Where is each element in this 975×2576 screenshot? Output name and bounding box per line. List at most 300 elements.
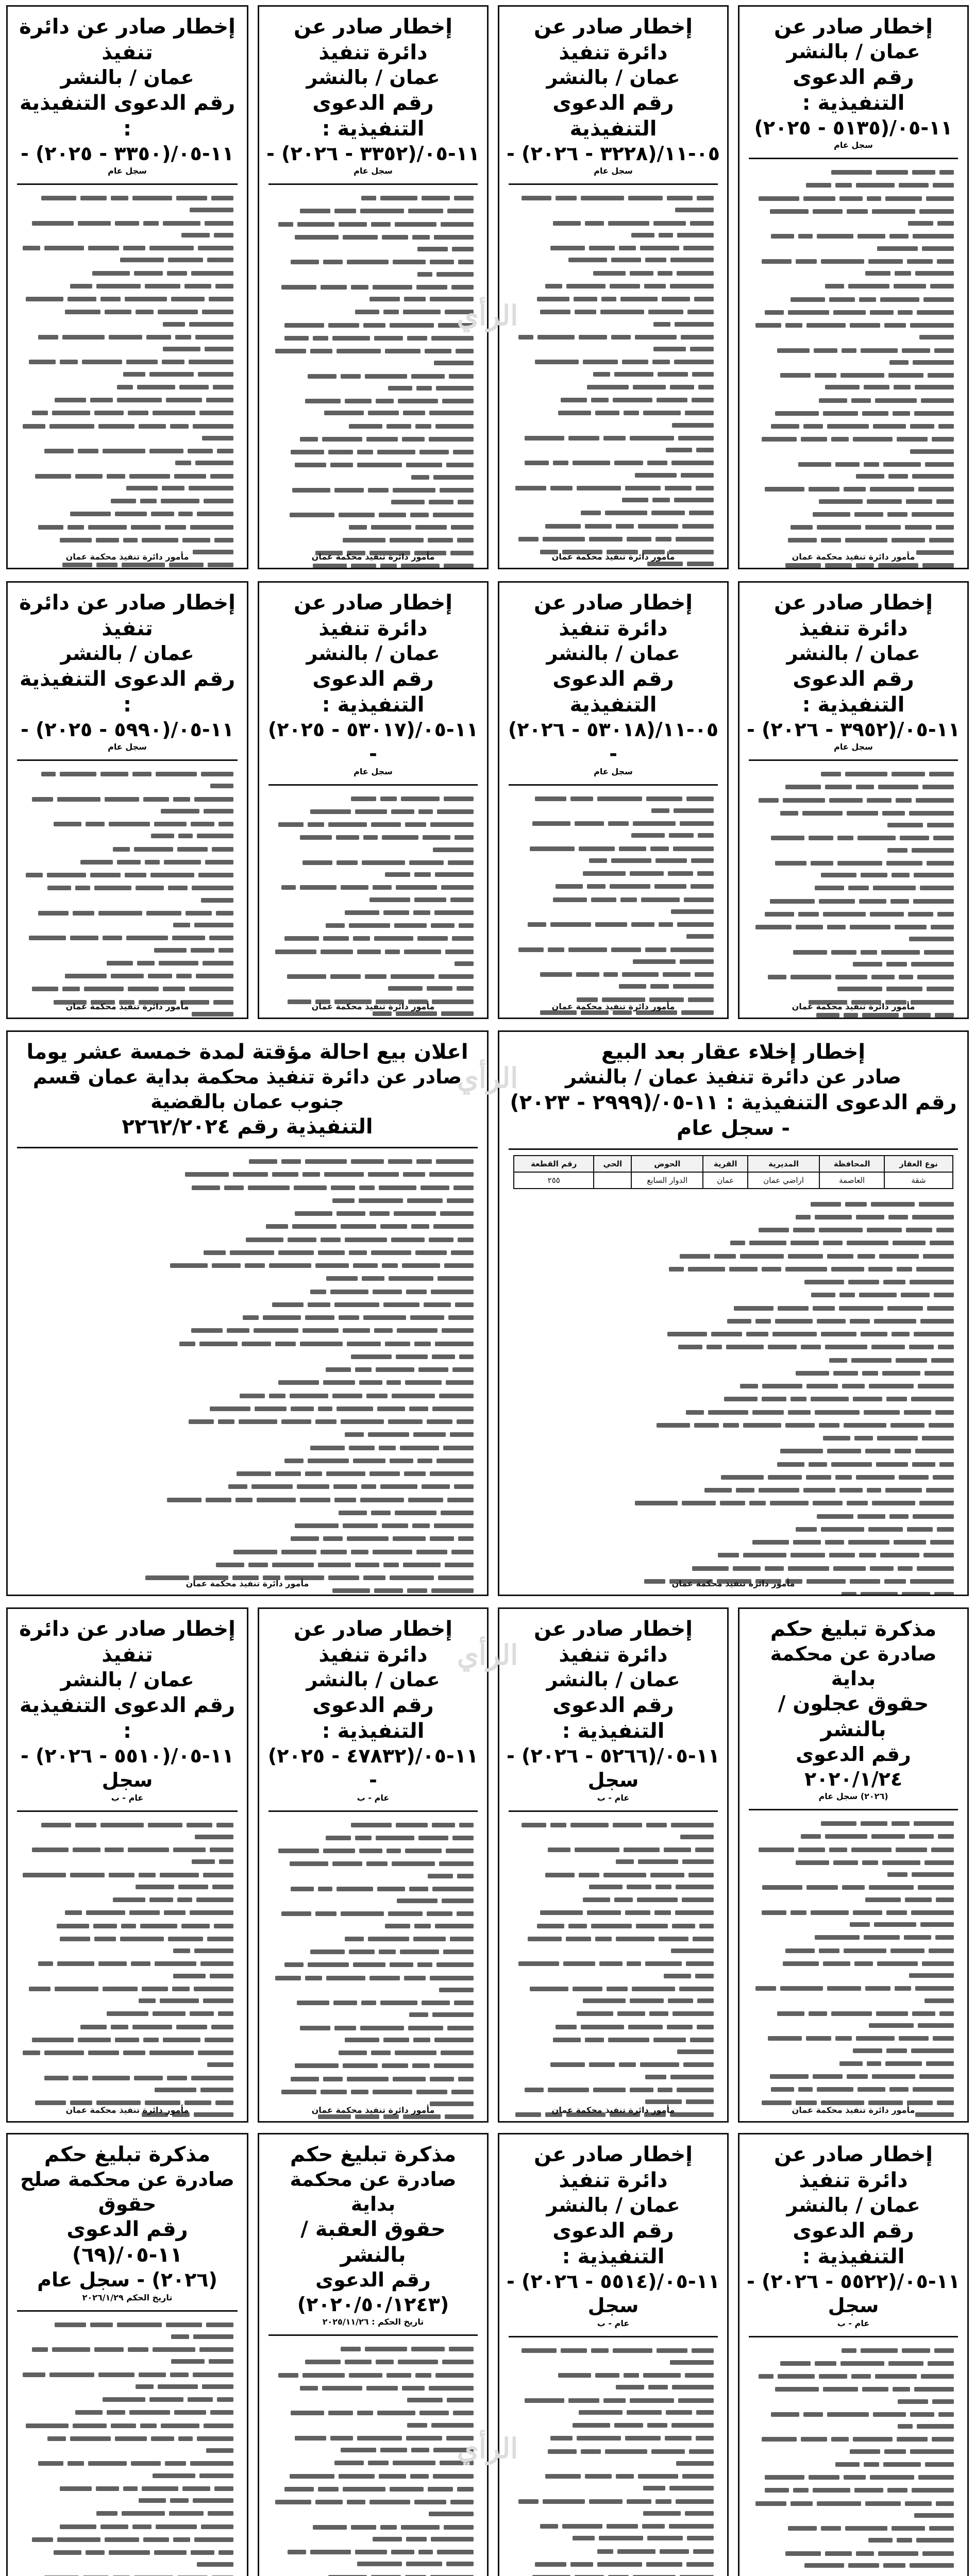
small-print-line xyxy=(751,2459,956,2470)
table-header: المحافظة xyxy=(819,1156,884,1172)
small-print-line xyxy=(19,331,236,355)
small-print-line xyxy=(511,944,716,968)
notice-body-small-print xyxy=(499,1815,727,2123)
small-print-line xyxy=(271,332,476,344)
small-print-line xyxy=(511,1367,956,1379)
notice-body-small-print xyxy=(499,2341,727,2576)
small-print-line xyxy=(19,445,236,469)
small-print-line xyxy=(19,495,236,507)
small-print-line xyxy=(19,306,236,330)
notice-body-small-print xyxy=(8,1815,247,2123)
small-print-line xyxy=(751,895,956,907)
small-print-line xyxy=(751,307,956,318)
small-print-line xyxy=(751,369,956,394)
small-print-line xyxy=(511,1549,956,1561)
small-print-line xyxy=(19,1416,476,1428)
small-print-line xyxy=(751,2058,956,2070)
small-print-line xyxy=(19,1933,236,1957)
divider xyxy=(509,183,718,185)
notice-title-line: سجل عام xyxy=(108,742,147,752)
notice-title-line: رقم الدعوى (٢٠٢٠/٥٠/١٢٤٣) xyxy=(297,2268,449,2316)
small-print-line xyxy=(19,2572,236,2576)
auction-notice xyxy=(6,1030,489,1596)
notice-title-line: حقوق عجلون / بالنشر xyxy=(778,1692,929,1741)
small-print-line xyxy=(19,1168,476,1180)
notice-header xyxy=(499,7,727,180)
notice-title-line: سجل عام xyxy=(594,766,633,776)
small-print-line xyxy=(19,957,236,969)
notice-14 xyxy=(498,2133,729,2576)
small-print-line xyxy=(511,520,716,532)
small-print-line xyxy=(271,420,476,432)
small-print-line xyxy=(511,2432,716,2444)
small-print-line xyxy=(19,907,236,931)
small-print-line xyxy=(511,407,716,431)
small-print-line xyxy=(271,832,476,856)
small-print-line xyxy=(511,1907,716,1919)
notice-title-line: إخطار صادر عن xyxy=(774,15,933,39)
small-print-line xyxy=(511,1354,956,1366)
notice-title-line: عمان / بالنشر xyxy=(786,642,920,665)
small-print-line xyxy=(511,217,716,242)
notice-header xyxy=(499,1032,967,1145)
notice-4 xyxy=(6,5,248,569)
divider xyxy=(749,158,958,159)
small-print-line xyxy=(19,1844,236,1868)
small-print-line xyxy=(271,2382,476,2406)
small-print-line xyxy=(751,294,956,306)
small-print-line xyxy=(751,2498,956,2522)
notice-title-line: عام - ب xyxy=(597,1792,630,1803)
notice-title-line: عمان / بالنشر xyxy=(60,642,194,665)
small-print-line xyxy=(19,521,236,533)
small-print-line xyxy=(751,420,956,432)
small-print-line xyxy=(511,2008,716,2020)
small-print-line xyxy=(271,819,476,831)
small-print-line xyxy=(511,1983,716,2007)
small-print-line xyxy=(271,1933,476,1945)
small-print-line xyxy=(751,1945,956,1957)
small-print-line xyxy=(511,267,716,279)
small-print-line xyxy=(511,1958,716,1982)
small-print-line xyxy=(19,192,236,216)
small-print-line xyxy=(751,2370,956,2382)
notice-title-line: اعلان بيع احالة مؤقتة لمدة خمسة عشر يوما xyxy=(26,1040,468,1064)
notice-title-line: عمان / بالنشر xyxy=(306,642,440,665)
small-print-line xyxy=(271,2060,476,2072)
table-cell: شقة xyxy=(884,1172,953,1189)
divider xyxy=(268,784,478,786)
small-print-line xyxy=(271,857,476,881)
small-print-line xyxy=(751,2383,956,2408)
notice-header xyxy=(499,583,727,781)
small-print-line xyxy=(271,2483,476,2495)
small-print-line xyxy=(19,1286,476,1298)
small-print-line xyxy=(511,1211,956,1223)
table-header: الحوض xyxy=(631,1156,703,1172)
small-print-line xyxy=(511,1406,956,1418)
small-print-line xyxy=(19,2547,236,2571)
small-print-line xyxy=(511,1341,956,1353)
notice-title-line: رقم الدعوى التنفيذية : ١١-٠٥/(٢٩٩٩ - ٢٠٢٣) - سجل عام xyxy=(510,1090,957,1140)
notice-title-line: سجل عام xyxy=(834,140,873,150)
small-print-line xyxy=(19,2034,236,2046)
notice-title-line: إخطار صادر عن دائرة تنفيذ xyxy=(534,1617,693,1667)
notice-5 xyxy=(738,581,969,1019)
property-table xyxy=(513,1155,953,1189)
notice-title-line: إخطار صادر عن دائرة تنفيذ xyxy=(534,15,693,64)
small-print-line xyxy=(271,907,476,919)
small-print-line xyxy=(511,2558,716,2570)
small-print-line xyxy=(19,1958,236,1982)
notice-title-line: رقم الدعوى التنفيذية : xyxy=(552,2218,674,2268)
small-print-line xyxy=(19,1390,476,1402)
small-print-line xyxy=(511,1237,956,1249)
notice-title-line: رقم الدعوى التنفيذية : xyxy=(552,1693,674,1743)
notice-header xyxy=(259,7,487,180)
small-print-line xyxy=(19,1338,476,1350)
notice-body-small-print xyxy=(739,2341,967,2576)
notice-title-line: ١١-٠٥/(٥٥٢٢ - ٢٠٢٦) - سجل xyxy=(747,2269,960,2317)
notice-title-line: ١١-٠٥/(٥٢٦٦ - ٢٠٢٦) - سجل xyxy=(507,1744,720,1791)
small-print-line xyxy=(511,2021,716,2033)
small-print-line xyxy=(19,1364,476,1376)
notice-header xyxy=(259,2134,487,2331)
small-print-line xyxy=(271,281,476,306)
notice-title-line: صادرة عن محكمة صلح حقوق xyxy=(20,2168,234,2215)
small-print-line xyxy=(19,983,236,995)
notice-body-small-print xyxy=(739,1814,967,2123)
signature-line: مأمور دائرة تنفيذ محكمة عمان xyxy=(65,552,189,562)
small-print-line xyxy=(511,1920,716,1932)
notice-header xyxy=(499,2134,727,2333)
small-print-line xyxy=(19,2008,236,2020)
small-print-line xyxy=(751,1818,956,1829)
small-print-line xyxy=(19,2394,236,2405)
table-cell: الدوار السابع xyxy=(631,1172,703,1189)
notice-title-line: حقوق العقبة / بالنشر xyxy=(300,2217,446,2267)
notice-title-line: ١١-٠٥/(٣٣٥٠ - ٢٠٢٥) - xyxy=(21,142,234,165)
small-print-line xyxy=(19,843,236,855)
notice-title-line: عمان / بالنشر xyxy=(306,1668,440,1691)
small-print-line xyxy=(19,970,236,982)
notice-header xyxy=(8,1032,487,1144)
small-print-line xyxy=(511,1894,716,1906)
small-print-line xyxy=(19,1819,236,1843)
small-print-line xyxy=(19,932,236,956)
small-print-line xyxy=(271,459,476,483)
signature-line: مأمور دائرة تنفيذ محكمة عمان xyxy=(311,1002,435,1011)
notice-title-line: إخطار صادر عن دائرة تنفيذ xyxy=(19,591,236,640)
notice-header xyxy=(8,583,247,756)
small-print-line xyxy=(511,1484,956,1496)
small-print-line xyxy=(511,2571,716,2576)
small-print-line xyxy=(511,1276,956,1288)
notice-title-line: ١١-٠٥/(٥١٣٥ - ٢٠٢٥) xyxy=(754,116,953,139)
table-cell: ٢٥٥ xyxy=(514,1172,594,1189)
small-print-line xyxy=(511,381,716,393)
small-print-line xyxy=(271,509,476,533)
small-print-line xyxy=(19,1377,476,1388)
notice-title-line: سجل عام xyxy=(594,166,633,176)
notice-header xyxy=(499,1609,727,1807)
notice-title-line: تاريخ الحكم : ٢٠٢٥/١١/٢٦ xyxy=(322,2317,424,2327)
table-cell xyxy=(594,1172,631,1189)
small-print-line xyxy=(19,420,236,445)
small-print-line xyxy=(271,1845,476,1857)
small-print-line xyxy=(751,2522,956,2547)
small-print-line xyxy=(19,242,236,266)
notice-title-line: رقم الدعوى التنفيذية : xyxy=(793,65,914,115)
small-print-line xyxy=(511,818,716,842)
divider xyxy=(268,1810,478,1812)
notice-title-line: ٠٥-١١/(٣٢٢٨ - ٢٠٢٦) - xyxy=(507,142,720,165)
small-print-line xyxy=(511,1563,956,1574)
small-print-line xyxy=(19,2344,236,2368)
small-print-line xyxy=(511,306,716,330)
small-print-line xyxy=(511,1511,956,1522)
small-print-line xyxy=(271,971,476,995)
small-print-line xyxy=(271,2073,476,2085)
divider xyxy=(17,1147,478,1148)
small-print-line xyxy=(511,2446,716,2470)
small-print-line xyxy=(511,1263,956,1275)
small-print-line xyxy=(271,446,476,458)
small-print-line xyxy=(751,509,956,520)
notice-header xyxy=(739,1609,967,1806)
small-print-line xyxy=(19,1273,476,1284)
notice-title-line: رقم الدعوى التنفيذية : xyxy=(19,667,236,717)
signature-line: مأمور دائرة تنفيذ محكمة عمان xyxy=(792,2105,915,2115)
small-print-line xyxy=(751,908,956,920)
notice-header xyxy=(8,2134,247,2307)
small-print-line xyxy=(19,2047,236,2071)
small-print-line xyxy=(19,2319,236,2343)
small-print-line xyxy=(19,1455,476,1467)
small-print-line xyxy=(511,533,716,545)
divider xyxy=(749,2336,958,2337)
small-print-line xyxy=(751,2345,956,2357)
notice-13 xyxy=(738,2133,969,2576)
notice-title-line: إخطار صادر عن دائرة تنفيذ xyxy=(294,591,452,640)
small-print-line xyxy=(751,1882,956,1906)
divider xyxy=(509,1148,958,1150)
small-print-line xyxy=(751,2484,956,2496)
notice-header xyxy=(739,2134,967,2333)
small-print-line xyxy=(271,205,476,217)
small-print-line xyxy=(511,1302,956,1314)
small-print-line xyxy=(751,1831,956,1842)
small-print-line xyxy=(751,280,956,292)
small-print-line xyxy=(19,267,236,279)
small-print-line xyxy=(19,1983,236,2007)
notice-title-line: ٠٥-١١/(٥٣٠١٨ - ٢٠٢٦) - xyxy=(508,718,719,765)
notice-title-line: رقم الدعوى التنفيذية : xyxy=(312,91,434,141)
watermark: الرأي xyxy=(457,1638,518,1671)
small-print-line xyxy=(511,394,716,406)
table-header: رقم القطعة xyxy=(514,1156,594,1172)
table-header: المديرية xyxy=(748,1156,819,1172)
notice-title-line: سجل عام xyxy=(108,166,147,176)
notice-10 xyxy=(498,1607,729,2123)
small-print-line xyxy=(751,521,956,533)
small-print-line xyxy=(271,793,476,805)
notice-title-line: ١١-٠٥/(٣٩٥٢ - ٢٠٢٦) - xyxy=(747,718,960,741)
small-print-line xyxy=(751,2032,956,2057)
small-print-line xyxy=(19,1403,476,1415)
small-print-line xyxy=(19,818,236,842)
notice-body-small-print xyxy=(8,188,247,569)
table-row xyxy=(514,1172,953,1189)
small-print-line xyxy=(19,1325,476,1336)
small-print-line xyxy=(751,179,956,191)
small-print-line xyxy=(511,2084,716,2108)
notice-title-line: عمان / بالنشر xyxy=(60,1668,194,1691)
notice-title-line: تاريخ الحكم ٢٠٢٦/١/٢٩ xyxy=(82,2292,173,2302)
small-print-line xyxy=(271,2521,476,2546)
small-print-line xyxy=(19,1208,476,1219)
notice-title-line: إخطار صادر عن دائرة تنفيذ xyxy=(19,15,236,64)
small-print-line xyxy=(751,433,956,457)
small-print-line xyxy=(751,2358,956,2369)
small-print-line xyxy=(511,2419,716,2431)
small-print-line xyxy=(511,1419,956,1431)
signature-line: مأمور دائرة تنفيذ محكمة عمان xyxy=(311,2105,435,2115)
small-print-line xyxy=(271,484,476,509)
small-print-line xyxy=(511,2496,716,2520)
small-print-line xyxy=(751,2071,956,2082)
small-print-line xyxy=(19,1468,476,1480)
notice-11 xyxy=(258,1607,489,2123)
small-print-line xyxy=(19,1247,476,1259)
small-print-line xyxy=(271,192,476,204)
notice-body-small-print xyxy=(499,789,727,1020)
small-print-line xyxy=(751,483,956,507)
notice-title-line: رقم الدعوى التنفيذية xyxy=(552,91,674,141)
notice-title-line: ١١-٠٥/(٥٩٩٠ - ٢٠٢٥) - xyxy=(21,718,234,741)
small-print-line xyxy=(19,470,236,495)
small-print-line xyxy=(271,806,476,818)
small-print-line xyxy=(19,280,236,292)
small-print-line xyxy=(511,457,716,481)
notice-title-line: ١١-٠٥/(٥٥١٤ - ٢٠٢٦) - سجل xyxy=(507,2269,720,2317)
small-print-line xyxy=(511,1224,956,1236)
notice-title-line: سجل عام xyxy=(354,766,393,776)
small-print-line xyxy=(271,2369,476,2381)
notice-body-small-print xyxy=(739,162,967,569)
small-print-line xyxy=(19,1546,476,1558)
small-print-line xyxy=(511,843,716,867)
notice-title-line: إخطار صادر عن دائرة تنفيذ xyxy=(774,2143,933,2192)
notice-title-line: ١١-٠٥/(٤٧٨٣٢ - ٢٠٢٥) - xyxy=(267,1744,479,1791)
small-print-line xyxy=(751,1907,956,1931)
notice-title-line: رقم الدعوى التنفيذية : xyxy=(19,1693,236,1743)
notice-body-small-print xyxy=(499,188,727,569)
small-print-line xyxy=(751,882,956,894)
notice-title-line: صادرة عن محكمة بداية xyxy=(290,2168,457,2215)
small-print-line xyxy=(511,2470,716,2495)
watermark: الرأي xyxy=(457,2432,518,2465)
small-print-line xyxy=(271,1908,476,1932)
small-print-line xyxy=(751,166,956,178)
small-print-line xyxy=(511,880,716,892)
notice-header xyxy=(8,7,247,180)
small-print-line xyxy=(511,2059,716,2083)
small-print-line xyxy=(511,242,716,266)
small-print-line xyxy=(751,1844,956,1856)
small-print-line xyxy=(271,1883,476,1907)
small-print-line xyxy=(511,2395,716,2419)
small-print-line xyxy=(271,2457,476,2469)
small-print-line xyxy=(511,1497,956,1509)
small-print-line xyxy=(271,256,476,280)
small-print-line xyxy=(511,1459,956,1470)
small-print-line xyxy=(511,1432,956,1444)
small-print-line xyxy=(271,2356,476,2368)
notice-16 xyxy=(6,2133,248,2576)
notice-title-line: رقم الدعوى التنفيذية : xyxy=(312,667,434,717)
notice-body-small-print xyxy=(259,1815,487,2123)
small-print-line xyxy=(19,1920,236,1932)
notice-title-line: عام - ب xyxy=(111,1792,144,1803)
small-print-line xyxy=(751,857,956,882)
table-header: القرية xyxy=(703,1156,748,1172)
small-print-line xyxy=(751,971,956,995)
small-print-line xyxy=(511,2369,716,2394)
small-print-line xyxy=(751,807,956,832)
small-print-line xyxy=(751,2471,956,2483)
notice-title-line: عمان / بالنشر xyxy=(306,66,440,89)
signature-line: مأمور دائرة تنفيذ محكمة عمان xyxy=(792,1002,915,1011)
notice-6 xyxy=(498,581,729,1019)
small-print-line xyxy=(19,2458,236,2482)
small-print-line xyxy=(271,2432,476,2456)
small-print-line xyxy=(19,1894,236,1906)
notice-1 xyxy=(738,5,969,569)
small-print-line xyxy=(751,230,956,255)
small-print-line xyxy=(751,2083,956,2095)
signature-line: مأمور دائرة تنفيذ محكمة عمان xyxy=(186,1579,309,1588)
small-print-line xyxy=(19,2369,236,2393)
signature-line: مأمور دائرة تنفيذ محكمة عمان xyxy=(551,1002,675,1011)
notice-header xyxy=(8,1609,247,1807)
notice-title-line: عام - ب xyxy=(837,2318,870,2328)
small-print-line xyxy=(271,2047,476,2059)
notice-title-line: (٢٠٢٦) سجل عام xyxy=(818,1791,888,1801)
small-print-line xyxy=(511,192,716,216)
small-print-line xyxy=(271,306,476,318)
notice-title-line: سجل عام xyxy=(354,166,393,176)
small-print-line xyxy=(751,459,956,483)
notice-title-line: مذكرة تبليغ حكم xyxy=(44,2143,211,2166)
small-print-line xyxy=(511,1315,956,1327)
small-print-line xyxy=(271,395,476,419)
notice-header xyxy=(739,583,967,756)
small-print-line xyxy=(19,1234,476,1246)
small-print-line xyxy=(511,1328,956,1340)
signature-line: مأمور دائرة تنفيذ محكمة عمان xyxy=(65,2105,189,2115)
divider xyxy=(17,1810,238,1812)
small-print-line xyxy=(19,2072,236,2096)
small-print-line xyxy=(271,218,476,230)
small-print-line xyxy=(511,1588,956,1596)
notice-body-small-print xyxy=(259,2339,487,2576)
notice-title-line: رقم الدعوى التنفيذية : xyxy=(793,2218,914,2268)
notice-title-line: عمان / بالنشر xyxy=(786,40,920,63)
notice-title-line: رقم الدعوى ١١-٠٥/(٦٩) xyxy=(66,2217,188,2267)
notice-title-line: رقم الدعوى ٢٠٢٠/١/٢٤ xyxy=(796,1743,911,1790)
small-print-line xyxy=(19,1907,236,1919)
